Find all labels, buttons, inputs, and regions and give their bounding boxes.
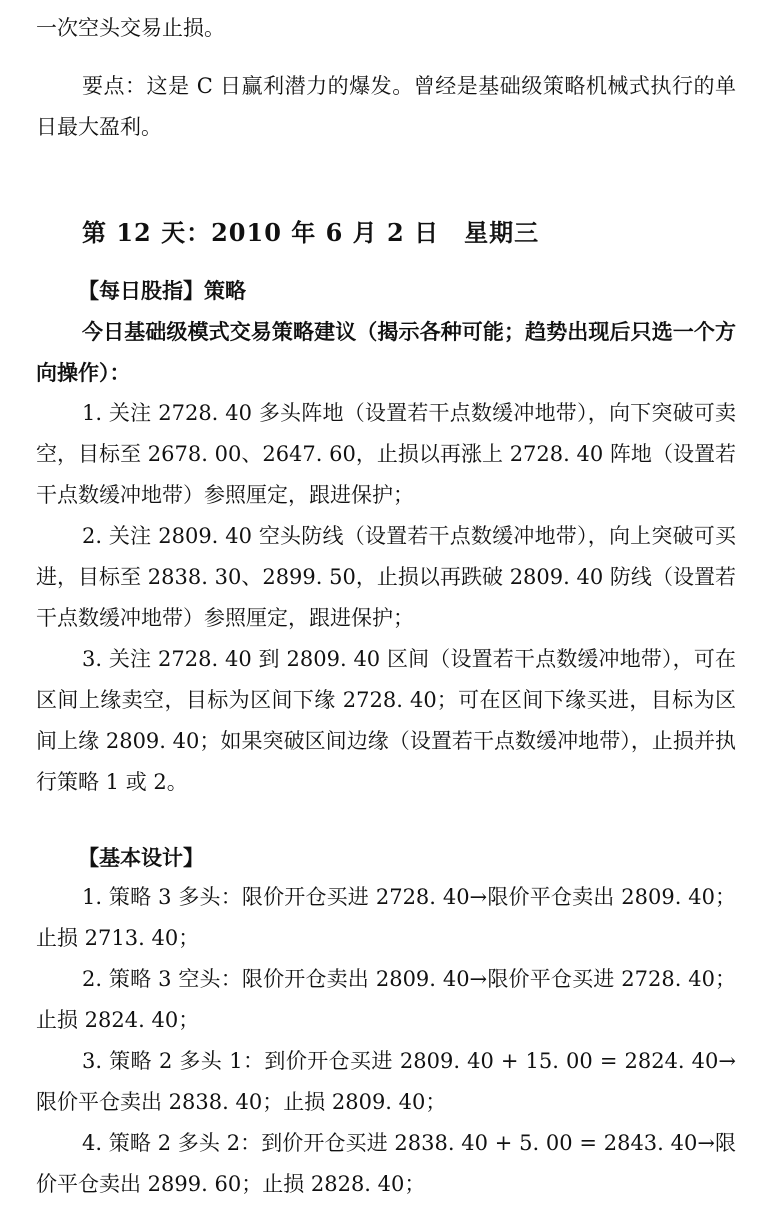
section-title-daily-index: 【每日股指】策略 <box>78 278 246 303</box>
strategy-intro: 今日基础级模式交易策略建议（揭示各种可能；趋势出现后只选一个方向操作）： <box>36 319 736 385</box>
design-item-2: 2. 策略 3 空头：限价开仓卖出 2809. 40→限价平仓买进 2728. 40；止损 2824. 40； <box>36 967 736 1032</box>
strategy-item-2: 2. 关注 2809. 40 空头防线（设置若干点数缓冲地带），向上突破可买进，目标至 2838. 30、2899. 50，止损以再跌破 2809. 40 防线（设置若干点数缓冲地带）参照厘定，跟进保护； <box>36 524 736 630</box>
day-heading: 第 12 天：2010 年 6 月 2 日 星期三 <box>82 218 540 247</box>
paragraph-key-point: 要点：这是 C 日赢利潜力的爆发。曾经是基础级策略机械式执行的单日最大盈利。 <box>36 74 736 139</box>
paragraph-stop-loss: 一次空头交易止损。 <box>36 16 225 40</box>
design-item-1: 1. 策略 3 多头：限价开仓买进 2728. 40→限价平仓卖出 2809. 40；止损 2713. 40； <box>36 885 736 950</box>
design-item-4: 4. 策略 2 多头 2：到价开仓买进 2838. 40 + 5. 00 = 2843. 40→限价平仓卖出 2899. 60；止损 2828. 40； <box>36 1131 736 1196</box>
section-title-basic-design: 【基本设计】 <box>78 845 204 870</box>
strategy-item-3: 3. 关注 2728. 40 到 2809. 40 区间（设置若干点数缓冲地带），可在区间上缘卖空，目标为区间下缘 2728. 40；可在区间下缘买进，目标为区间上缘 2809. 40；如果突破区间边缘（设置若干点数缓冲地带），止损并执行策略 1 或 2。 <box>36 647 736 794</box>
strategy-item-1: 1. 关注 2728. 40 多头阵地（设置若干点数缓冲地带），向下突破可卖空，目标至 2678. 00、2647. 60，止损以再涨上 2728. 40 阵地（设置若干点数缓冲地带）参照厘定，跟进保护； <box>36 401 736 507</box>
design-item-3: 3. 策略 2 多头 1：到价开仓买进 2809. 40 + 15. 00 = 2824. 40→限价平仓卖出 2838. 40；止损 2809. 40； <box>36 1049 736 1114</box>
